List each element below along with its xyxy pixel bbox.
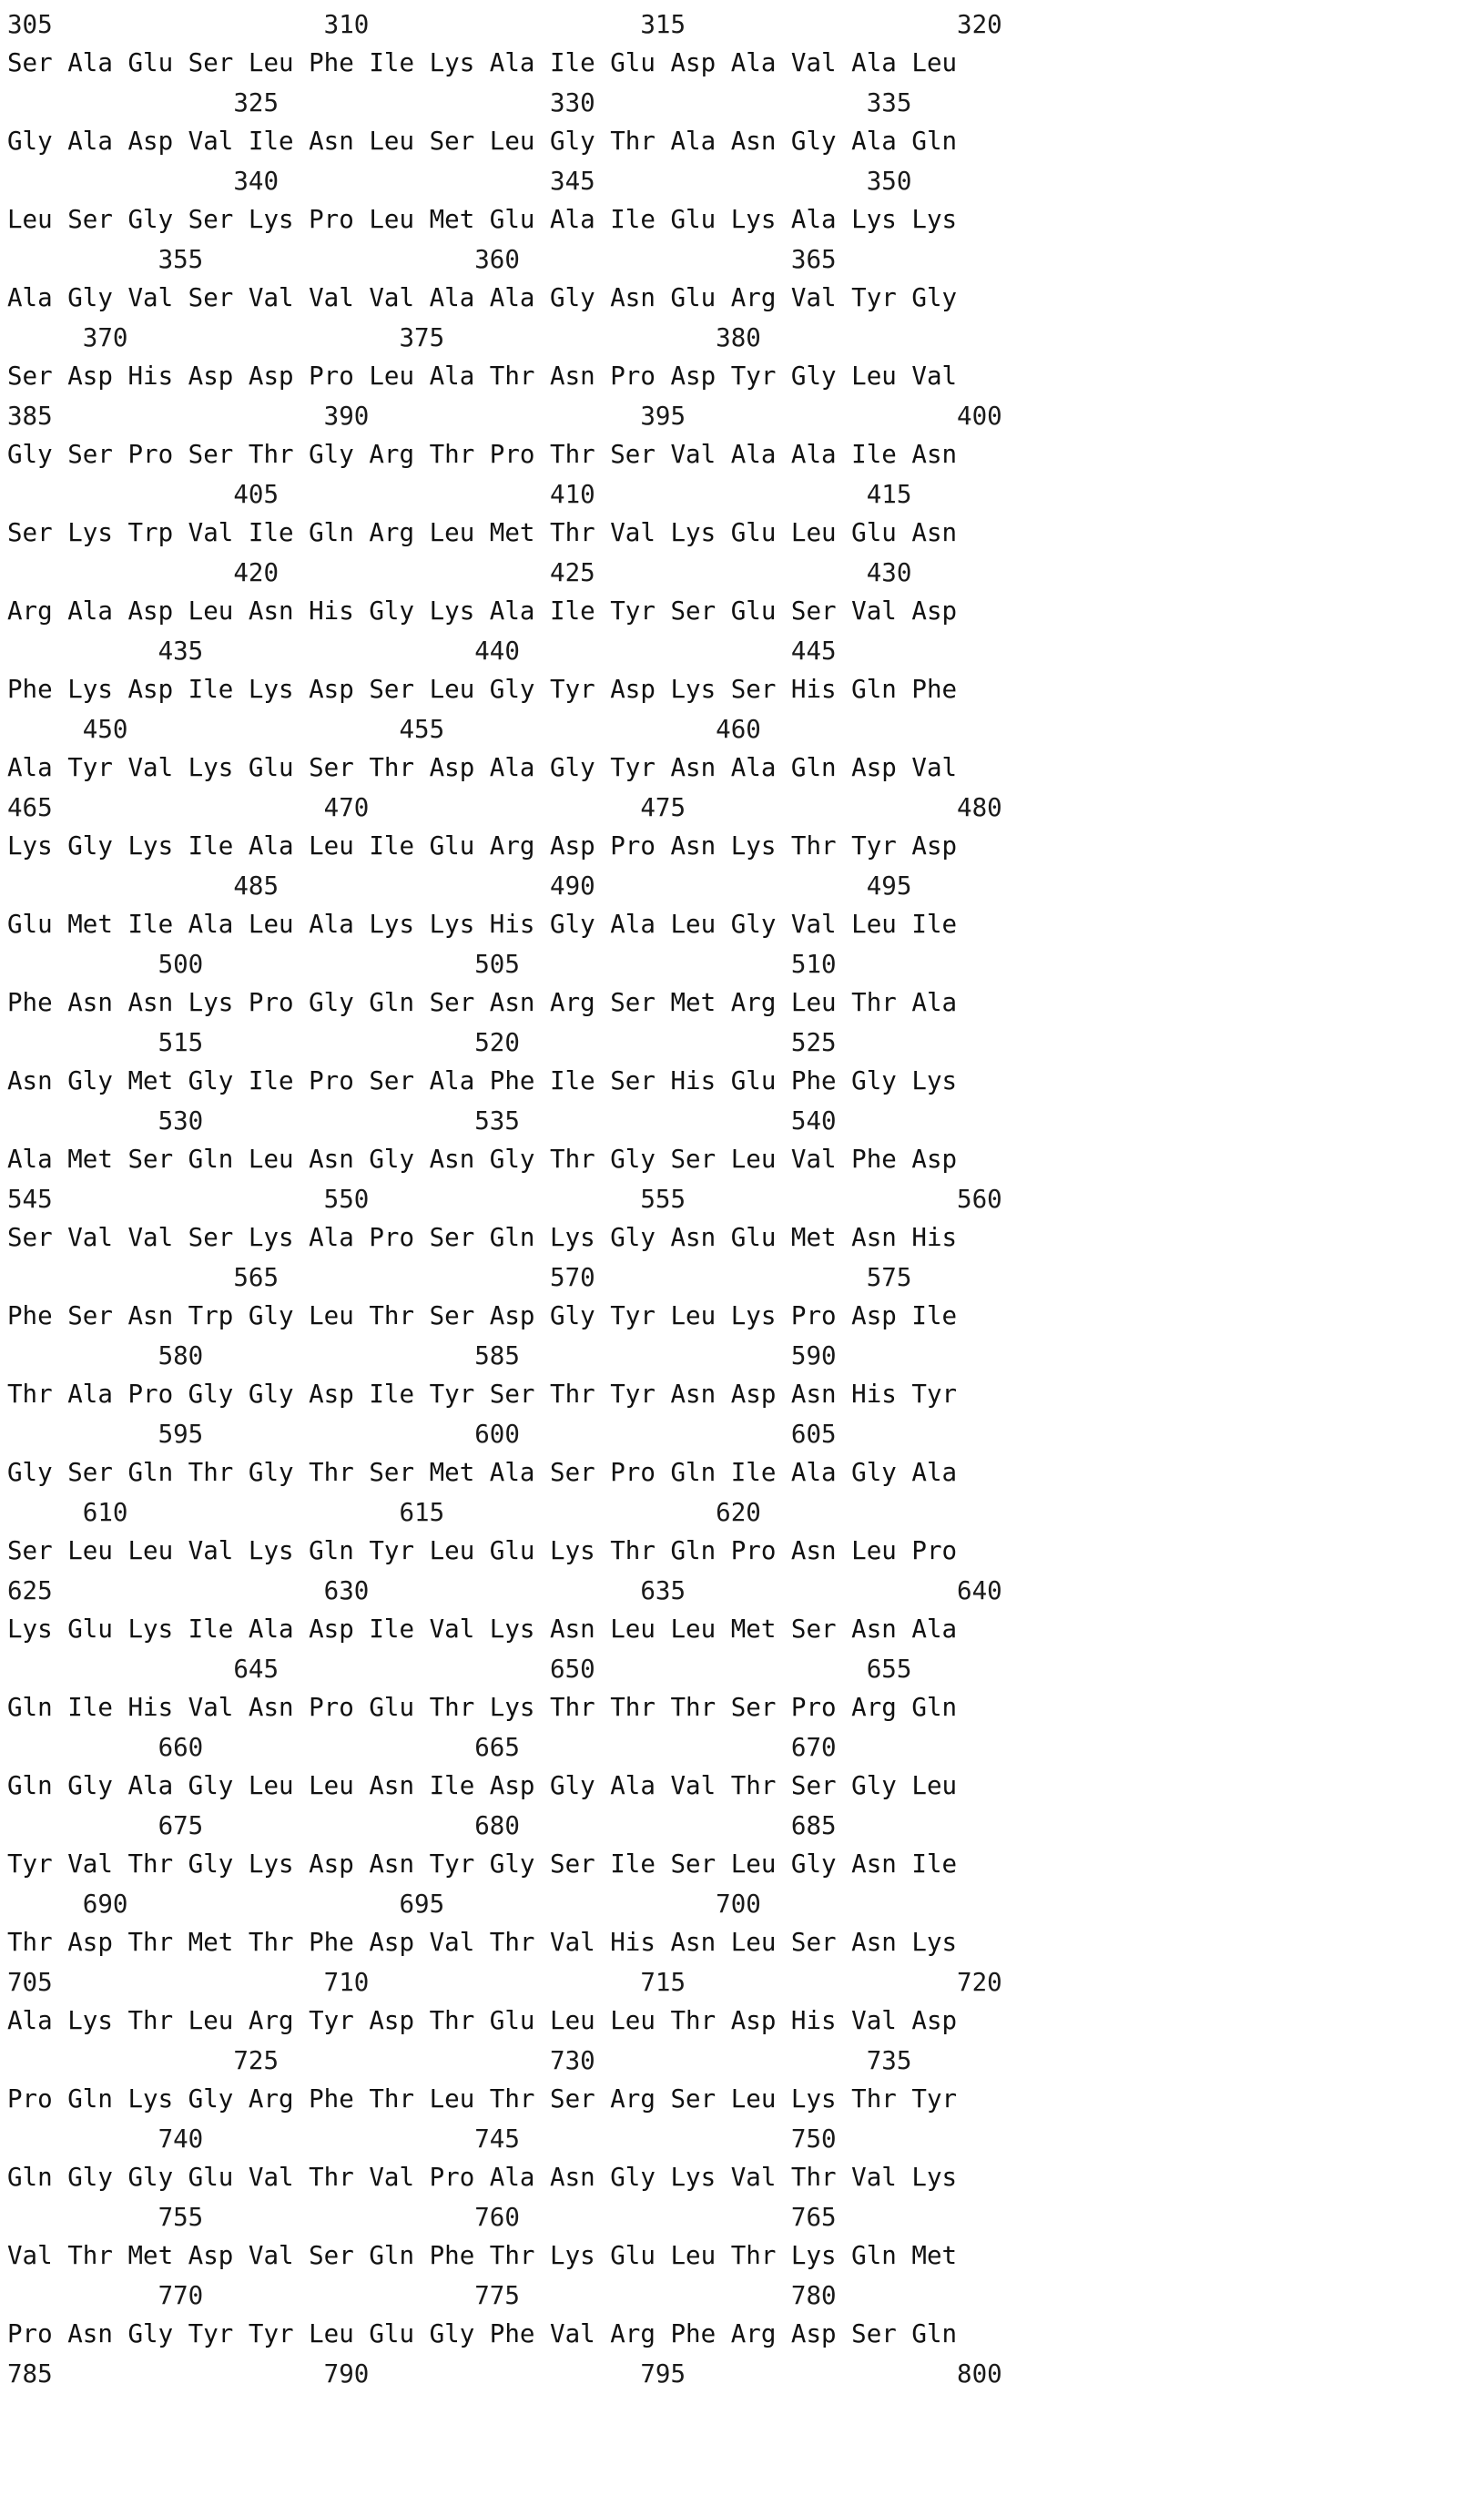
sequence-residue-row: Asn Gly Met Gly Ile Pro Ser Ala Phe Ile Ser His Glu Phe Gly Lys	[7, 1066, 958, 1095]
sequence-residue-row: Gly Ser Gln Thr Gly Thr Ser Met Ala Ser Pro Gln Ile Ala Gly Ala	[7, 1458, 958, 1487]
sequence-residue-row: Gly Ala Asp Val Ile Asn Leu Ser Leu Gly Thr Ala Asn Gly Ala Gln	[7, 127, 958, 156]
sequence-numbering-row: 755 760 765	[7, 2203, 837, 2232]
sequence-numbering-row: 705 710 715 720	[7, 1968, 1002, 1997]
sequence-numbering-row: 405 410 415	[7, 480, 912, 509]
sequence-numbering-row: 385 390 395 400	[7, 402, 1002, 431]
sequence-numbering-row: 645 650 655	[7, 1655, 912, 1684]
sequence-numbering-row: 690 695 700	[7, 1890, 761, 1919]
sequence-residue-row: Ala Lys Thr Leu Arg Tyr Asp Thr Glu Leu Leu Thr Asp His Val Asp	[7, 2006, 958, 2035]
sequence-numbering-row: 740 745 750	[7, 2124, 837, 2154]
sequence-numbering-row: 545 550 555 560	[7, 1185, 1002, 1214]
sequence-residue-row: Ser Lys Trp Val Ile Gln Arg Leu Met Thr Val Lys Glu Leu Glu Asn	[7, 518, 958, 547]
sequence-numbering-row: 530 535 540	[7, 1106, 837, 1136]
sequence-residue-row: Phe Asn Asn Lys Pro Gly Gln Ser Asn Arg Ser Met Arg Leu Thr Ala	[7, 988, 958, 1017]
sequence-numbering-row: 660 665 670	[7, 1733, 837, 1762]
sequence-residue-row: Ala Tyr Val Lys Glu Ser Thr Asp Ala Gly Tyr Asn Ala Gln Asp Val	[7, 753, 958, 782]
sequence-residue-row: Leu Ser Gly Ser Lys Pro Leu Met Glu Ala Ile Glu Lys Ala Lys Lys	[7, 205, 958, 234]
sequence-residue-row: Gln Gly Ala Gly Leu Leu Asn Ile Asp Gly Ala Val Thr Ser Gly Leu	[7, 1771, 958, 1800]
sequence-residue-row: Phe Ser Asn Trp Gly Leu Thr Ser Asp Gly Tyr Leu Lys Pro Asp Ile	[7, 1301, 958, 1330]
sequence-numbering-row: 305 310 315 320	[7, 10, 1002, 39]
sequence-numbering-row: 675 680 685	[7, 1811, 837, 1840]
sequence-numbering-row: 595 600 605	[7, 1420, 837, 1449]
sequence-residue-row: Ser Ala Glu Ser Leu Phe Ile Lys Ala Ile Glu Asp Ala Val Ala Leu	[7, 48, 958, 77]
sequence-residue-row: Gln Gly Gly Glu Val Thr Val Pro Ala Asn Gly Lys Val Thr Val Lys	[7, 2163, 958, 2192]
sequence-residue-row: Ala Gly Val Ser Val Val Val Ala Ala Gly Asn Glu Arg Val Tyr Gly	[7, 283, 958, 312]
sequence-residue-row: Ser Leu Leu Val Lys Gln Tyr Leu Glu Lys Thr Gln Pro Asn Leu Pro	[7, 1536, 958, 1565]
sequence-residue-row: Pro Asn Gly Tyr Tyr Leu Glu Gly Phe Val Arg Phe Arg Asp Ser Gln	[7, 2319, 958, 2348]
sequence-numbering-row: 420 425 430	[7, 558, 912, 587]
sequence-residue-row: Ala Met Ser Gln Leu Asn Gly Asn Gly Thr Gly Ser Leu Val Phe Asp	[7, 1145, 958, 1174]
sequence-numbering-row: 340 345 350	[7, 167, 912, 196]
sequence-numbering-row: 725 730 735	[7, 2046, 912, 2075]
sequence-numbering-row: 500 505 510	[7, 950, 837, 979]
sequence-residue-row: Ser Val Val Ser Lys Ala Pro Ser Gln Lys Gly Asn Glu Met Asn His	[7, 1223, 958, 1252]
sequence-residue-row: Glu Met Ile Ala Leu Ala Lys Lys His Gly Ala Leu Gly Val Leu Ile	[7, 910, 958, 939]
sequence-residue-row: Gln Ile His Val Asn Pro Glu Thr Lys Thr Thr Thr Ser Pro Arg Gln	[7, 1693, 958, 1722]
sequence-numbering-row: 370 375 380	[7, 323, 761, 352]
sequence-numbering-row: 785 790 795 800	[7, 2359, 1002, 2389]
sequence-residue-row: Lys Gly Lys Ile Ala Leu Ile Glu Arg Asp Pro Asn Lys Thr Tyr Asp	[7, 831, 958, 861]
sequence-residue-row: Val Thr Met Asp Val Ser Gln Phe Thr Lys Glu Leu Thr Lys Gln Met	[7, 2241, 958, 2270]
sequence-residue-row: Phe Lys Asp Ile Lys Asp Ser Leu Gly Tyr Asp Lys Ser His Gln Phe	[7, 675, 958, 704]
sequence-numbering-row: 435 440 445	[7, 637, 837, 666]
sequence-numbering-row: 515 520 525	[7, 1028, 837, 1057]
sequence-numbering-row: 465 470 475 480	[7, 793, 1002, 822]
sequence-residue-row: Pro Gln Lys Gly Arg Phe Thr Leu Thr Ser Arg Ser Leu Lys Thr Tyr	[7, 2084, 958, 2114]
sequence-residue-row: Thr Ala Pro Gly Gly Asp Ile Tyr Ser Thr Tyr Asn Asp Asn His Tyr	[7, 1380, 958, 1409]
sequence-numbering-row: 450 455 460	[7, 715, 761, 744]
sequence-numbering-row: 625 630 635 640	[7, 1576, 1002, 1605]
sequence-numbering-row: 610 615 620	[7, 1498, 761, 1527]
sequence-numbering-row: 565 570 575	[7, 1263, 912, 1292]
sequence-numbering-row: 770 775 780	[7, 2281, 837, 2310]
sequence-numbering-row: 580 585 590	[7, 1341, 837, 1370]
sequence-residue-row: Ser Asp His Asp Asp Pro Leu Ala Thr Asn Pro Asp Tyr Gly Leu Val	[7, 362, 958, 391]
sequence-residue-row: Arg Ala Asp Leu Asn His Gly Lys Ala Ile Tyr Ser Glu Ser Val Asp	[7, 596, 958, 626]
sequence-block	[0, 5, 1484, 2393]
sequence-numbering-row: 485 490 495	[7, 871, 912, 901]
sequence-numbering-row: 355 360 365	[7, 245, 837, 274]
sequence-numbering-row: 325 330 335	[7, 88, 912, 117]
sequence-residue-row: Thr Asp Thr Met Thr Phe Asp Val Thr Val His Asn Leu Ser Asn Lys	[7, 1928, 958, 1957]
sequence-residue-row: Lys Glu Lys Ile Ala Asp Ile Val Lys Asn Leu Leu Met Ser Asn Ala	[7, 1615, 958, 1644]
sequence-residue-row: Tyr Val Thr Gly Lys Asp Asn Tyr Gly Ser Ile Ser Leu Gly Asn Ile	[7, 1849, 958, 1879]
sequence-residue-row: Gly Ser Pro Ser Thr Gly Arg Thr Pro Thr Ser Val Ala Ala Ile Asn	[7, 440, 958, 469]
